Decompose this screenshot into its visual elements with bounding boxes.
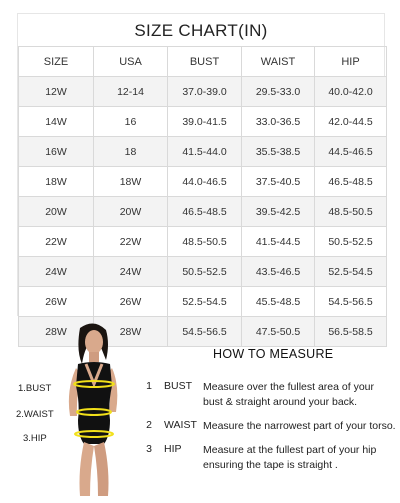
cell-waist: 37.5-40.5 — [242, 167, 315, 197]
step-number: 1 — [146, 380, 152, 392]
cell-usa: 12-14 — [94, 77, 168, 107]
cell-size: 22W — [19, 227, 94, 257]
table-row — [19, 167, 387, 197]
cell-usa: 24W — [94, 257, 168, 287]
cell-waist: 35.5-38.5 — [242, 137, 315, 167]
cell-hip: 52.5-54.5 — [315, 257, 387, 287]
cell-bust: 54.5-56.5 — [168, 317, 242, 347]
table-row — [19, 257, 387, 287]
header-bust: BUST — [168, 47, 242, 77]
cell-size: 16W — [19, 137, 94, 167]
table-row — [19, 227, 387, 257]
table-row — [19, 107, 387, 137]
header-hip: HIP — [315, 47, 387, 77]
cell-hip: 46.5-48.5 — [315, 167, 387, 197]
measure-title: HOW TO MEASURE — [213, 347, 334, 361]
figure-label-waist: 2.WAIST — [16, 409, 54, 420]
cell-bust: 46.5-48.5 — [168, 197, 242, 227]
header-waist: WAIST — [242, 47, 315, 77]
cell-waist: 47.5-50.5 — [242, 317, 315, 347]
cell-bust: 52.5-54.5 — [168, 287, 242, 317]
step-description-line: Measure over the fullest area of your — [203, 381, 375, 393]
step-description — [203, 380, 400, 410]
figure-label-bust: 1.BUST — [18, 383, 52, 394]
step-number: 2 — [146, 419, 152, 431]
cell-usa: 20W — [94, 197, 168, 227]
measure-step-waist — [143, 419, 396, 435]
cell-waist: 33.0-36.5 — [242, 107, 315, 137]
table-row — [19, 137, 387, 167]
cell-size: 26W — [19, 287, 94, 317]
table-row — [19, 77, 387, 107]
cell-bust: 50.5-52.5 — [168, 257, 242, 287]
header-row — [19, 47, 387, 77]
step-description — [203, 443, 400, 473]
cell-bust: 41.5-44.0 — [168, 137, 242, 167]
cell-size: 18W — [19, 167, 94, 197]
measure-step-bust — [143, 380, 393, 412]
cell-hip: 48.5-50.5 — [315, 197, 387, 227]
cell-usa: 18 — [94, 137, 168, 167]
cell-usa: 16 — [94, 107, 168, 137]
cell-hip: 40.0-42.0 — [315, 77, 387, 107]
cell-waist: 41.5-44.5 — [242, 227, 315, 257]
cell-size: 14W — [19, 107, 94, 137]
step-description-line: Measure at the fullest part of your hip — [203, 444, 377, 456]
table-row — [19, 287, 387, 317]
cell-usa: 26W — [94, 287, 168, 317]
cell-usa: 22W — [94, 227, 168, 257]
size-table — [18, 46, 387, 347]
figure-label-hip: 3.HIP — [23, 433, 47, 444]
cell-usa: 28W — [94, 317, 168, 347]
measure-step-hip — [143, 443, 393, 475]
cell-waist: 29.5-33.0 — [242, 77, 315, 107]
chart-title: SIZE CHART(IN) — [134, 21, 268, 40]
step-number: 3 — [146, 443, 152, 455]
cell-hip: 42.0-44.5 — [315, 107, 387, 137]
cell-size: 28W — [19, 317, 94, 347]
step-name: HIP — [164, 443, 182, 455]
cell-hip: 56.5-58.5 — [315, 317, 387, 347]
cell-hip: 44.5-46.5 — [315, 137, 387, 167]
step-description-line: bust & straight around your back. — [203, 396, 358, 408]
cell-hip: 54.5-56.5 — [315, 287, 387, 317]
step-description-line: Measure the narrowest part of your torso. — [203, 420, 396, 432]
cell-bust: 39.0-41.5 — [168, 107, 242, 137]
cell-waist: 43.5-46.5 — [242, 257, 315, 287]
step-name: BUST — [164, 380, 193, 392]
cell-size: 12W — [19, 77, 94, 107]
cell-size: 24W — [19, 257, 94, 287]
header-usa: USA — [94, 47, 168, 77]
header-size: SIZE — [19, 47, 94, 77]
cell-size: 20W — [19, 197, 94, 227]
cell-bust: 37.0-39.0 — [168, 77, 242, 107]
model-illustration — [50, 320, 140, 498]
table-row — [19, 197, 387, 227]
cell-waist: 39.5-42.5 — [242, 197, 315, 227]
cell-bust: 48.5-50.5 — [168, 227, 242, 257]
cell-usa: 18W — [94, 167, 168, 197]
step-description-line: ensuring the tape is straight . — [203, 459, 338, 471]
model-figure — [50, 320, 140, 498]
step-description — [203, 419, 400, 434]
cell-hip: 50.5-52.5 — [315, 227, 387, 257]
cell-waist: 45.5-48.5 — [242, 287, 315, 317]
step-name: WAIST — [164, 419, 197, 431]
size-chart — [17, 13, 385, 338]
cell-bust: 44.0-46.5 — [168, 167, 242, 197]
